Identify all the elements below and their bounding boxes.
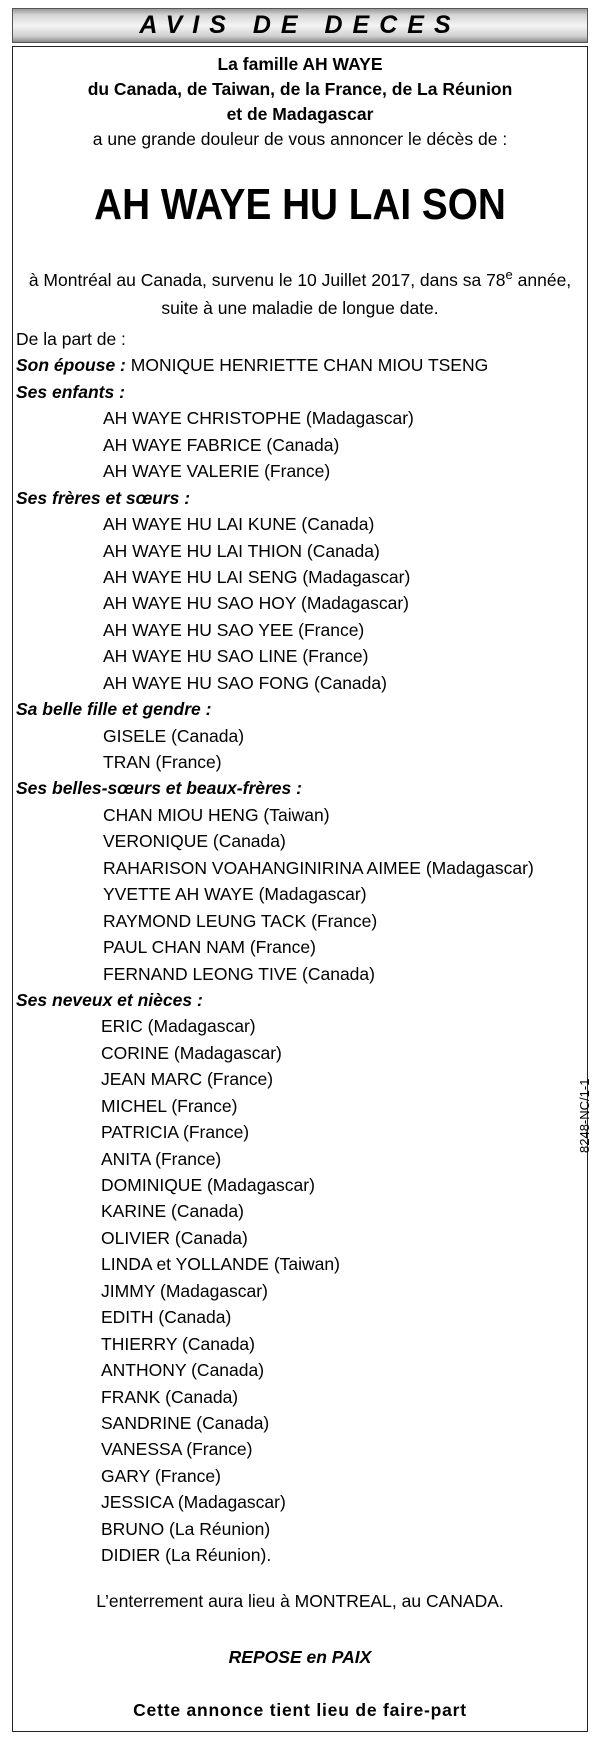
relative-entry: VANESSA (France) [101, 1439, 253, 1460]
relative-entry: DIDIER (La Réunion). [101, 1545, 272, 1566]
relative-entry: JIMMY (Madagascar) [101, 1280, 268, 1301]
family-name: La famille AH WAYE [217, 54, 383, 74]
relatives-sections [16, 379, 576, 1569]
relative-entry: AH WAYE VALERIE (France) [103, 461, 331, 482]
family-origin-2: et de Madagascar [226, 104, 374, 124]
relative-entry: THIERRY (Canada) [101, 1333, 255, 1354]
relative-entry: AH WAYE HU SAO YEE (France) [103, 619, 365, 640]
intro-block [0, 52, 600, 152]
relative-entry: VERONIQUE (Canada) [103, 831, 286, 852]
relative-entry: AH WAYE HU LAI KUNE (Canada) [103, 514, 375, 535]
relative-entry: AH WAYE HU SAO FONG (Canada) [103, 672, 387, 693]
notice-header [12, 8, 588, 43]
relative-entry: ERIC (Madagascar) [101, 1016, 256, 1037]
announcement-line: a une grande douleur de vous annoncer le décès de : [92, 129, 508, 149]
relative-entry: FERNAND LEONG TIVE (Canada) [103, 963, 375, 984]
relative-entry: GARY (France) [101, 1465, 221, 1486]
rest-in-peace: REPOSE en PAIX [228, 1647, 372, 1667]
relative-entry: PAUL CHAN NAM (France) [103, 937, 316, 958]
relative-entry: AH WAYE HU LAI SENG (Madagascar) [103, 566, 411, 587]
relative-entry: JEAN MARC (France) [101, 1069, 274, 1090]
relative-entry: CORINE (Madagascar) [101, 1042, 282, 1063]
circumstances-line-1 [0, 266, 600, 294]
spouse-name: MONIQUE HENRIETTE CHAN MIOU TSENG [125, 355, 489, 376]
family-list [16, 326, 576, 1569]
section-heading: Ses neveux et nièces : [16, 989, 203, 1010]
deceased-name: AH WAYE HU LAI SON [94, 180, 506, 229]
relative-entry: SANDRINE (Canada) [101, 1412, 270, 1433]
relative-entry: EDITH (Canada) [101, 1307, 232, 1328]
relative-entry: MICHEL (France) [101, 1095, 238, 1116]
relative-entry: AH WAYE CHRISTOPHE (Madagascar) [103, 408, 414, 429]
section-heading: Sa belle fille et gendre : [16, 699, 212, 720]
relative-entry: CHAN MIOU HENG (Taiwan) [103, 804, 330, 825]
relative-entry: LINDA et YOLLANDE (Taiwan) [101, 1254, 340, 1275]
relative-entry: OLIVIER (Canada) [101, 1227, 248, 1248]
section-heading: Ses belles-sœurs et beaux-frères : [16, 778, 302, 799]
relative-entry: TRAN (France) [103, 752, 222, 772]
relative-entry: JESSICA (Madagascar) [101, 1492, 286, 1513]
section-heading: Ses frères et sœurs : [16, 487, 191, 508]
relative-entry: BRUNO (La Réunion) [101, 1518, 271, 1539]
family-origin-1: du Canada, de Taiwan, de la France, de La Réunion [87, 79, 513, 99]
circumstances-block [0, 266, 600, 322]
relative-entry: RAHARISON VOAHANGINIRINA AIMEE (Madagascar) [103, 857, 534, 878]
relative-entry: AH WAYE HU SAO LINE (France) [103, 646, 369, 667]
relative-entry: AH WAYE FABRICE (Canada) [103, 434, 340, 455]
spouse-label: Son épouse : [16, 355, 126, 376]
ordinal-suffix: e [505, 267, 513, 282]
circumstances-text-end: année, [512, 270, 572, 290]
section-heading: Ses enfants : [16, 381, 125, 402]
relative-entry: PATRICIA (France) [101, 1122, 250, 1143]
circumstances-text: à Montréal au Canada, survenu le 10 Juillet 2017, dans sa 78 [28, 270, 506, 290]
relative-entry: AH WAYE HU LAI THION (Canada) [103, 540, 380, 561]
relative-entry: GISELE (Canada) [103, 725, 245, 746]
burial-info: L’enterrement aura lieu à MONTREAL, au CANADA. [96, 1591, 504, 1611]
circumstances-line-2: suite à une maladie de longue date. [161, 298, 439, 318]
spouse-row [16, 352, 576, 378]
relative-entry: DOMINIQUE (Madagascar) [101, 1175, 315, 1195]
from-label: De la part de : [16, 329, 126, 349]
relative-entry: YVETTE AH WAYE (Madagascar) [103, 884, 367, 905]
reference-code: 8248-NC/1-1 [577, 1078, 592, 1153]
relative-entry: RAYMOND LEUNG TACK (France) [103, 910, 378, 931]
relative-entry: ANITA (France) [101, 1148, 222, 1169]
relative-entry: AH WAYE HU SAO HOY (Madagascar) [103, 593, 410, 614]
relative-entry: ANTHONY (Canada) [101, 1360, 265, 1381]
relative-entry: FRANK (Canada) [101, 1386, 239, 1407]
notice-title: AVIS DE DECES [139, 11, 461, 39]
relative-entry: KARINE (Canada) [101, 1201, 244, 1222]
faire-part-notice: Cette annonce tient lieu de faire-part [133, 1700, 467, 1720]
